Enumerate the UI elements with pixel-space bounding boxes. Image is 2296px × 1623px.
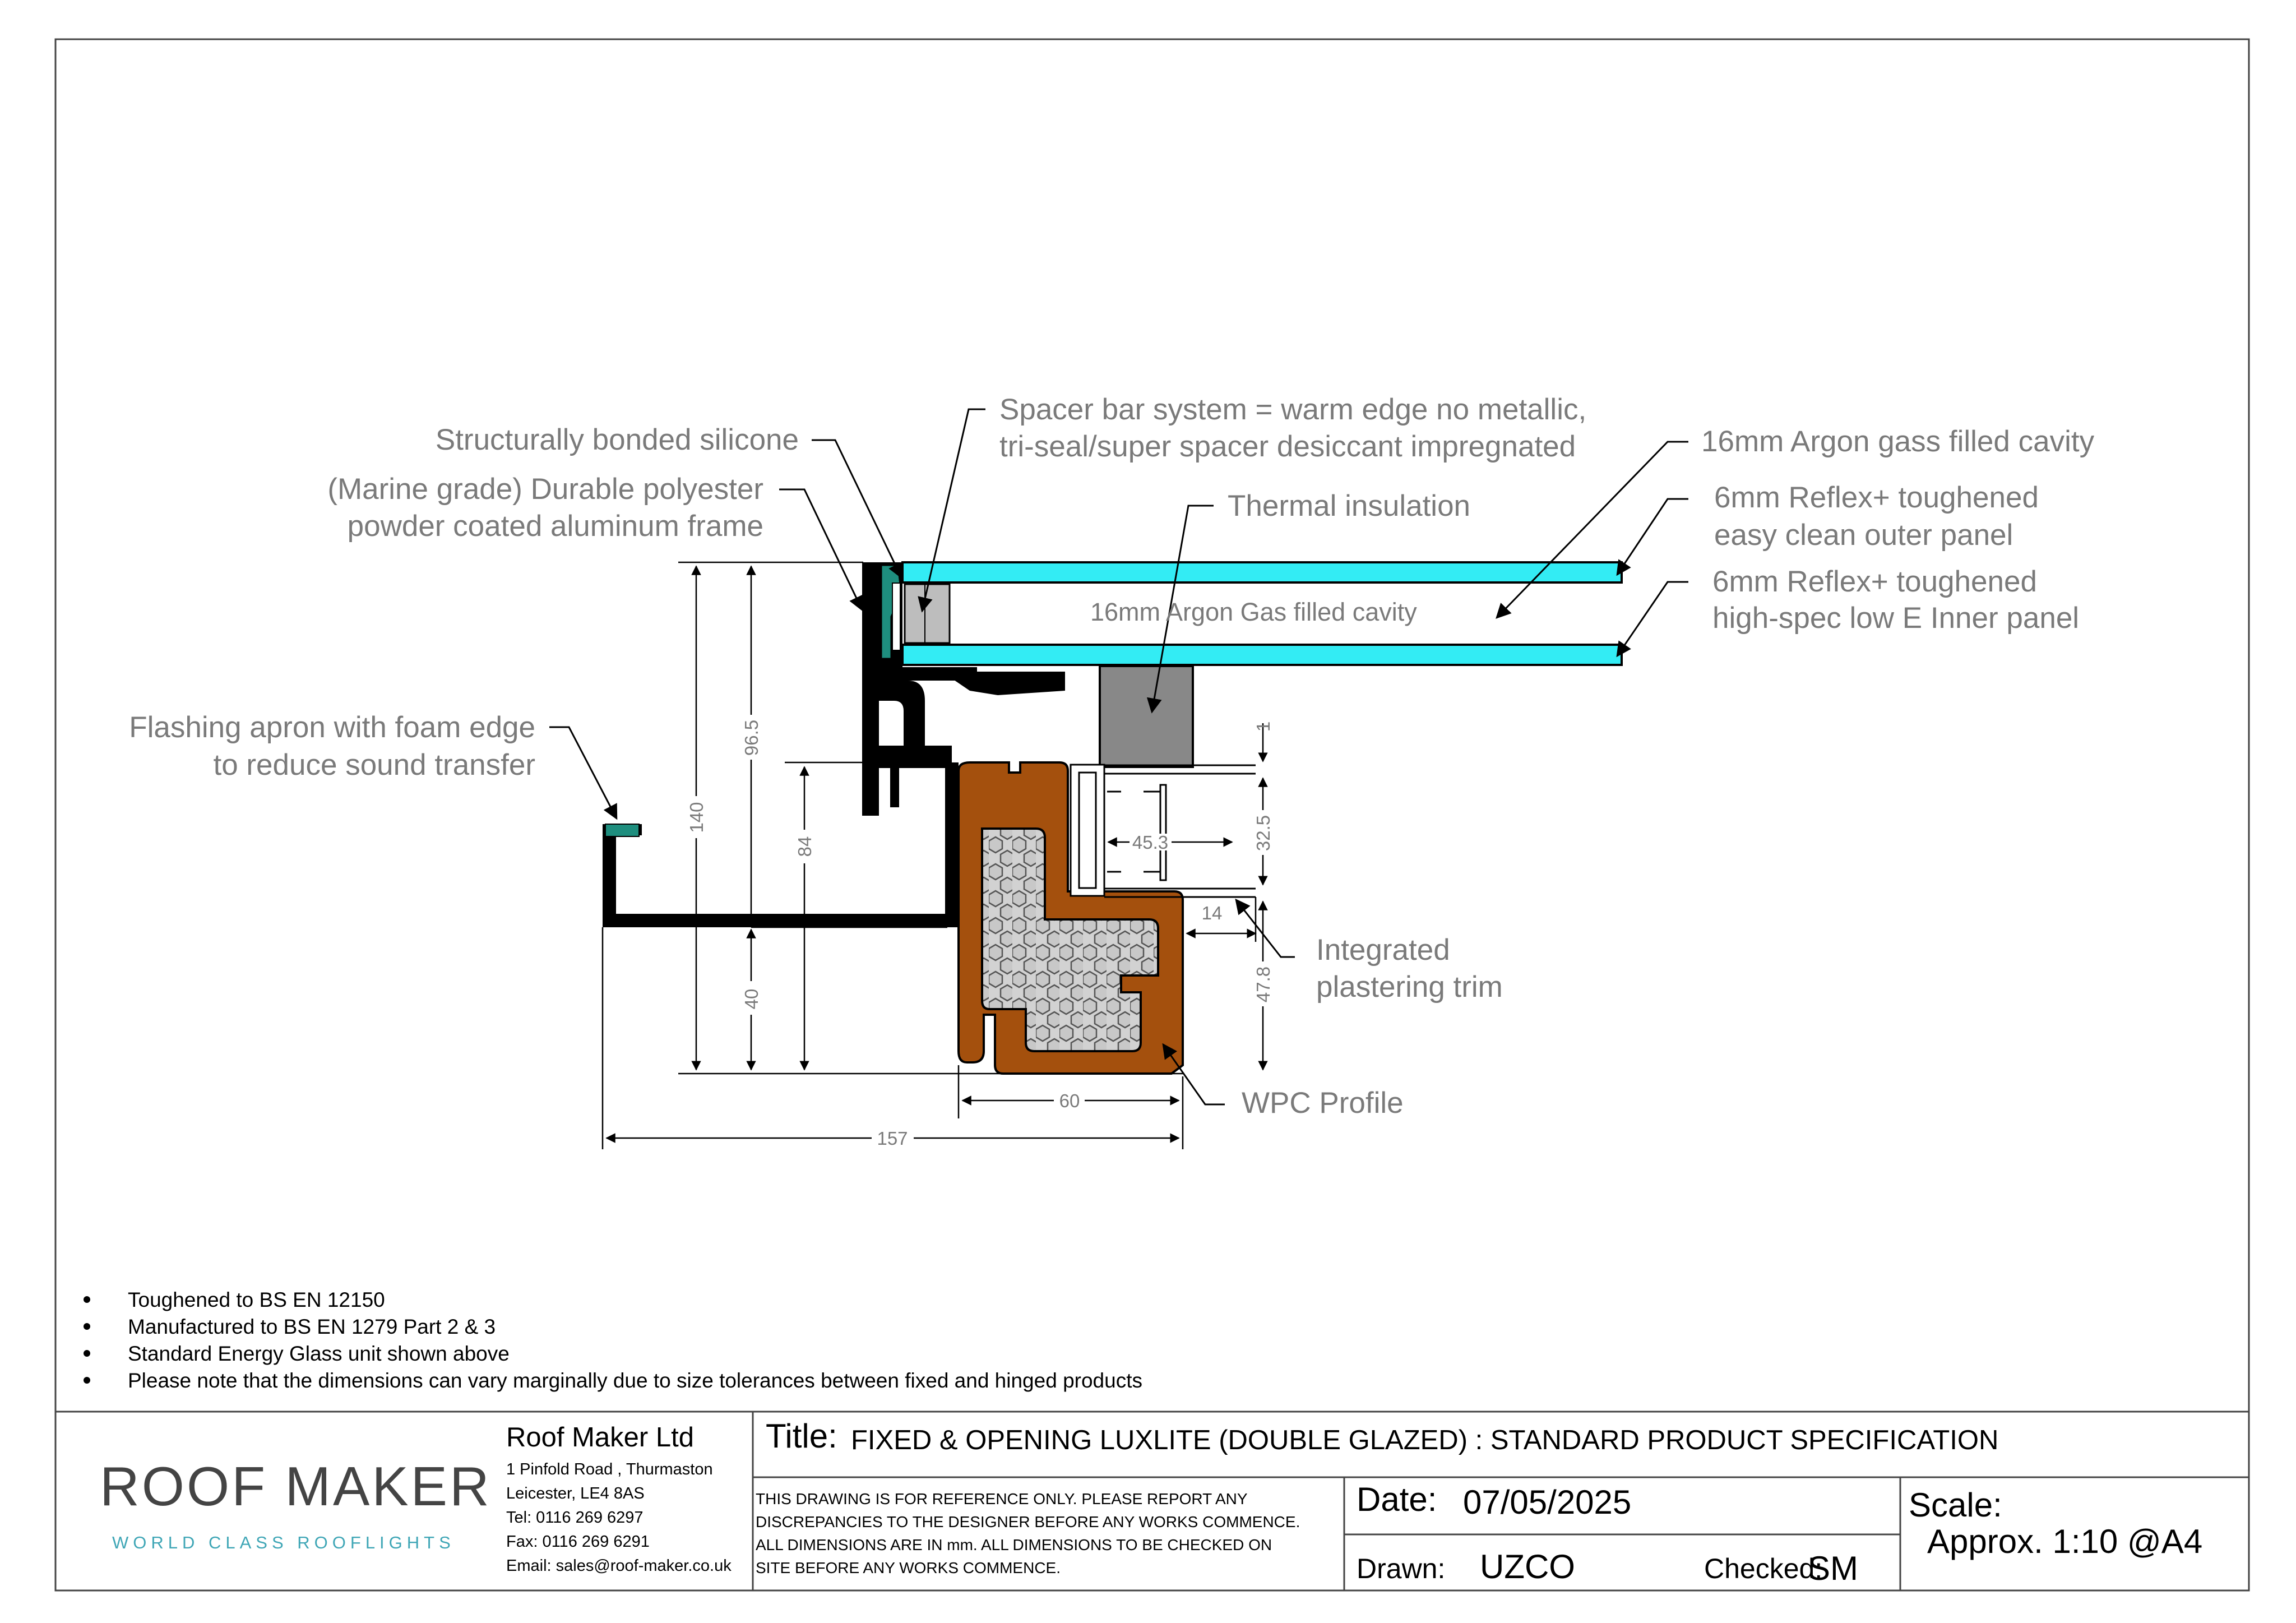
checked-label: Checked: bbox=[1704, 1553, 1823, 1584]
company-name: Roof Maker Ltd bbox=[506, 1422, 694, 1453]
company-email: Email: sales@roof-maker.co.uk bbox=[506, 1557, 732, 1575]
flashing-tube bbox=[945, 762, 959, 927]
callout-cavity-inside: 16mm Argon Gas filled cavity bbox=[1090, 598, 1417, 626]
inner-glass-panel bbox=[902, 645, 1622, 665]
disclaimer-line: DISCREPANCIES TO THE DESIGNER BEFORE ANY WORKS COMMENCE. bbox=[756, 1513, 1300, 1530]
dim-14: 14 bbox=[1201, 903, 1223, 923]
checked-value: SM bbox=[1808, 1550, 1858, 1587]
note-item: Standard Energy Glass unit shown above bbox=[128, 1342, 510, 1365]
frame-rail bbox=[942, 672, 1065, 695]
callout-inner-line2: high-spec low E Inner panel bbox=[1712, 602, 2080, 635]
bullet bbox=[84, 1323, 90, 1330]
scale-label: Scale: bbox=[1909, 1486, 2002, 1524]
dim-60: 60 bbox=[1059, 1090, 1080, 1111]
flashing-base bbox=[603, 914, 959, 927]
leader-outer-panel bbox=[1617, 499, 1688, 575]
note-item: Manufactured to BS EN 1279 Part 2 & 3 bbox=[128, 1315, 496, 1338]
callout-plaster-line1: Integrated bbox=[1316, 933, 1450, 967]
leader-plastering-trim bbox=[1236, 900, 1295, 957]
callout-spacer-line2: tri-seal/super spacer desiccant impregnated bbox=[999, 430, 1576, 463]
logo-tagline: WORLD CLASS ROOFLIGHTS bbox=[112, 1533, 455, 1552]
callout-flashing-line1: Flashing apron with foam edge bbox=[129, 711, 535, 744]
leader-inner-panel bbox=[1617, 582, 1688, 656]
glass-gasket bbox=[892, 583, 900, 650]
dim-45-3: 45.3 bbox=[1132, 832, 1169, 853]
dim-40: 40 bbox=[741, 988, 762, 1010]
dim-140: 140 bbox=[686, 802, 707, 833]
bullet bbox=[84, 1350, 90, 1357]
company-address-2: Leicester, LE4 8AS bbox=[506, 1485, 645, 1502]
disclaimer-line: ALL DIMENSIONS ARE IN mm. ALL DIMENSIONS TO BE CHECKED ON bbox=[756, 1536, 1272, 1553]
dim-84: 84 bbox=[794, 836, 815, 857]
drawn-label: Drawn: bbox=[1357, 1553, 1446, 1584]
company-address-1: 1 Pinfold Road , Thurmaston bbox=[506, 1460, 713, 1478]
callout-thermal: Thermal insulation bbox=[1228, 489, 1471, 522]
leader-frame bbox=[779, 489, 862, 610]
disclaimer-line: THIS DRAWING IS FOR REFERENCE ONLY. PLEASE REPORT ANY bbox=[756, 1490, 1248, 1508]
callout-plaster-line2: plastering trim bbox=[1316, 970, 1503, 1004]
leader-argon-cavity bbox=[1497, 442, 1688, 618]
foam-seal bbox=[605, 824, 639, 836]
company-tel: Tel: 0116 269 6297 bbox=[506, 1509, 644, 1527]
leader-flashing bbox=[549, 727, 617, 819]
dim-157: 157 bbox=[877, 1128, 908, 1149]
callout-flashing-line2: to reduce sound transfer bbox=[213, 748, 535, 782]
dim-96-5: 96.5 bbox=[741, 719, 762, 756]
outer-glass-panel bbox=[902, 562, 1622, 582]
bullet bbox=[84, 1296, 90, 1303]
callout-frame-line2: powder coated aluminum frame bbox=[347, 510, 763, 543]
logo-wordmark: ROOF MAKER bbox=[100, 1455, 492, 1517]
title-value: FIXED & OPENING LUXLITE (DOUBLE GLAZED) : STANDARD PRODUCT SPECIFICATION bbox=[851, 1425, 1999, 1455]
callout-spacer-line1: Spacer bar system = warm edge no metallic, bbox=[999, 393, 1587, 426]
bullet bbox=[84, 1377, 90, 1384]
spacer-bar bbox=[905, 584, 950, 643]
callout-frame-line1: (Marine grade) Durable polyester bbox=[327, 473, 763, 506]
callout-argon-cavity: 16mm Argon gass filled cavity bbox=[1701, 425, 2095, 458]
title-label: Title: bbox=[766, 1417, 837, 1455]
title-block bbox=[55, 1412, 2249, 1590]
frame-foot-return bbox=[890, 768, 899, 807]
dim-1: 1 bbox=[1253, 721, 1274, 732]
dim-32-5: 32.5 bbox=[1253, 815, 1274, 852]
frame-hook bbox=[879, 681, 925, 746]
scale-value: Approx. 1:10 @A4 bbox=[1927, 1523, 2203, 1560]
callout-inner-line1: 6mm Reflex+ toughened bbox=[1712, 565, 2037, 598]
callout-outer-line1: 6mm Reflex+ toughened bbox=[1714, 481, 2039, 514]
frame-upright bbox=[862, 562, 879, 816]
date-label: Date: bbox=[1357, 1481, 1437, 1518]
plastering-trim bbox=[1071, 765, 1256, 897]
date-value: 07/05/2025 bbox=[1463, 1483, 1632, 1521]
disclaimer-line: SITE BEFORE ANY WORKS COMMENCE. bbox=[756, 1559, 1061, 1576]
note-item: Toughened to BS EN 12150 bbox=[128, 1288, 385, 1311]
thermal-insulation-block bbox=[1100, 666, 1193, 767]
callout-wpc: WPC Profile bbox=[1242, 1086, 1404, 1120]
company-fax: Fax: 0116 269 6291 bbox=[506, 1533, 650, 1551]
callout-silicone: Structurally bonded silicone bbox=[435, 423, 799, 456]
notes-list bbox=[84, 1288, 1142, 1392]
dim-47-8: 47.8 bbox=[1253, 966, 1274, 1003]
drawn-value: UZCO bbox=[1480, 1548, 1575, 1585]
frame-foot bbox=[879, 746, 952, 768]
callout-outer-line2: easy clean outer panel bbox=[1714, 519, 2013, 552]
flashing-upstand bbox=[603, 824, 616, 927]
leader-silicone bbox=[812, 440, 901, 577]
note-item: Please note that the dimensions can vary marginally due to size tolerances between fixed and hinged products bbox=[128, 1369, 1142, 1392]
